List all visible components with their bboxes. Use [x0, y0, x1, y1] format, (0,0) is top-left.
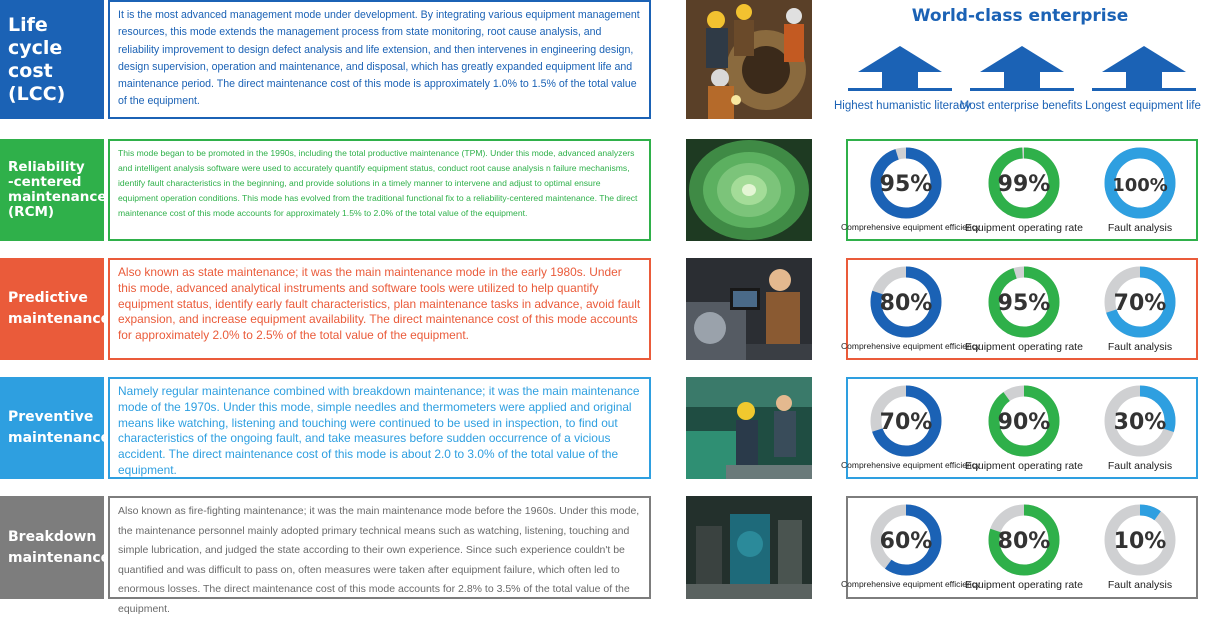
mode-label-breakdown: Breakdown maintenance	[0, 496, 104, 599]
mode-description-breakdown: Also known as fire-fighting maintenance; it was the main maintenance mode before the 1960s. Under this mode, the maintenance personnel mainly adopted primary technical means such as watching, listening, touching and simple lubrication, and judged the state according to their own experience. Since such experience couldn't be quantified and was difficult to pass on, often measures were taken after equipment failure, which often led to enormous losses. The direct maintenance cost of this mode accounts for 2.8% to 3.5% of the total value of the equipment.	[108, 496, 651, 599]
gauge-chart	[1104, 147, 1176, 219]
gauge-label: Fault analysis	[1107, 460, 1173, 472]
stats-box-breakdown	[841, 496, 1198, 599]
world-class-item: Longest equipment life	[1085, 100, 1201, 112]
mode-description-predictive: Also known as state maintenance; it was the main maintenance mode in the early 1980s. Under this mode, advanced analytical instruments and software tools were utilized to help quantify equipment status, identify early fault characteristics, plan maintenance tasks in advance, avoid fault expansion, and increase equipment availability. The direct maintenance cost of this mode accounts for approximately 2.0% to 2.5% of the total value of the equipment.	[108, 258, 651, 360]
gauge-percent-label: 99%	[997, 172, 1051, 197]
gauge-chart	[988, 385, 1060, 457]
gauge-label: Comprehensive equipment efficiency	[841, 222, 981, 232]
gauge-chart	[870, 147, 942, 219]
mode-label-lcc: Life cycle cost (LCC)	[0, 0, 104, 119]
up-arrow-icon	[1092, 42, 1196, 92]
world-class-item: Highest humanistic literacy	[834, 100, 971, 112]
gauge-percent-label: 95%	[879, 172, 933, 197]
gauge-chart	[870, 266, 942, 338]
gauge-chart	[870, 504, 942, 576]
gauge-label: Fault analysis	[1107, 222, 1173, 234]
gauge-label: Equipment operating rate	[965, 222, 1083, 234]
mode-label-rcm: Reliability -centered maintenance (RCM)	[0, 139, 104, 241]
gauge-chart	[988, 266, 1060, 338]
photo-rcm	[686, 139, 812, 241]
gauge-label: Comprehensive equipment efficiency	[841, 341, 981, 351]
gauge-chart	[988, 504, 1060, 576]
mode-label-preventive: Preventive maintenance	[0, 377, 104, 479]
stats-box-rcm	[841, 139, 1198, 241]
gauge-percent-label: 60%	[879, 529, 933, 554]
gauge-percent-label: 30%	[1113, 410, 1167, 435]
gauge-chart	[870, 385, 942, 457]
gauge-percent-label: 10%	[1113, 529, 1167, 554]
gauge-percent-label: 80%	[879, 291, 933, 316]
stats-box-preventive	[841, 377, 1198, 479]
mode-description-rcm: This mode began to be promoted in the 1990s, including the total productive maintenance (TPM). Under this mode, advanced analyzers and intelligent analysis software were used to accurately quantify equipment status, conduct root cause analysis n failure mechanisms, identify fault characteristics in the beginning, and provide solutions in a timely manner to intervene and adjust to optimal ensure equipment operation conditions. This mode has evolved from the traditional functional fix to a reliability-centered maintenance. The direct maintenance cost of this mode accounts for approximately 1.5% to 2.0% of the total value of the equipment.	[108, 139, 651, 241]
world-class-title: World-class enterprise	[911, 6, 1129, 26]
gauge-label: Comprehensive equipment efficiency	[841, 579, 981, 589]
photo-breakdown	[686, 496, 812, 599]
mode-description-preventive: Namely regular maintenance combined with breakdown maintenance; it was the main maintenance mode of the 1970s. Under this mode, simple needles and thermometers were applied and original means like watching, listening and touching were continued to be used in inspection, to find out characteristics of the ongoing fault, and take measures before sudden occurrence of a vicious accident. The direct maintenance cost of this mode is about 2.0 to 3.0% of the total value of the equipment.	[108, 377, 651, 479]
gauge-label: Equipment operating rate	[965, 579, 1083, 591]
world-class-item: Most enterprise benefits	[959, 100, 1083, 112]
gauge-chart	[1104, 266, 1176, 338]
gauge-label: Equipment operating rate	[965, 341, 1083, 353]
photo-preventive	[686, 377, 812, 479]
gauge-percent-label: 90%	[997, 410, 1051, 435]
gauge-label: Comprehensive equipment efficiency	[841, 460, 981, 470]
gauge-percent-label: 95%	[997, 291, 1051, 316]
gauge-chart	[1104, 504, 1176, 576]
photo-predictive	[686, 258, 812, 360]
gauge-percent-label: 80%	[997, 529, 1051, 554]
gauge-label: Equipment operating rate	[965, 460, 1083, 472]
gauge-percent-label: 70%	[879, 410, 933, 435]
up-arrow-icon	[970, 42, 1074, 92]
stats-box-predictive	[841, 258, 1198, 360]
gauge-chart	[1104, 385, 1176, 457]
up-arrow-icon	[848, 42, 952, 92]
mode-description-lcc: It is the most advanced management mode under development. By integrating various equipment management resources, this mode extends the management process from state monitoring, root cause analysis, and reliability improvement to design defect analysis and life extension, and then intervenes in engineering design, design supervision, operation and maintenance, and disposal, which has greatly expanded equipment life and maintenance period. The direct maintenance cost of this mode is approximately 1.0% to 1.5% of the total value of the equipment.	[108, 0, 651, 119]
gauge-percent-label: 70%	[1113, 291, 1167, 316]
gauge-chart	[988, 147, 1060, 219]
mode-label-predictive: Predictive maintenance	[0, 258, 104, 360]
gauge-label: Fault analysis	[1107, 341, 1173, 353]
photo-lcc	[686, 0, 812, 119]
gauge-label: Fault analysis	[1107, 579, 1173, 591]
gauge-percent-label: 100%	[1112, 175, 1168, 196]
